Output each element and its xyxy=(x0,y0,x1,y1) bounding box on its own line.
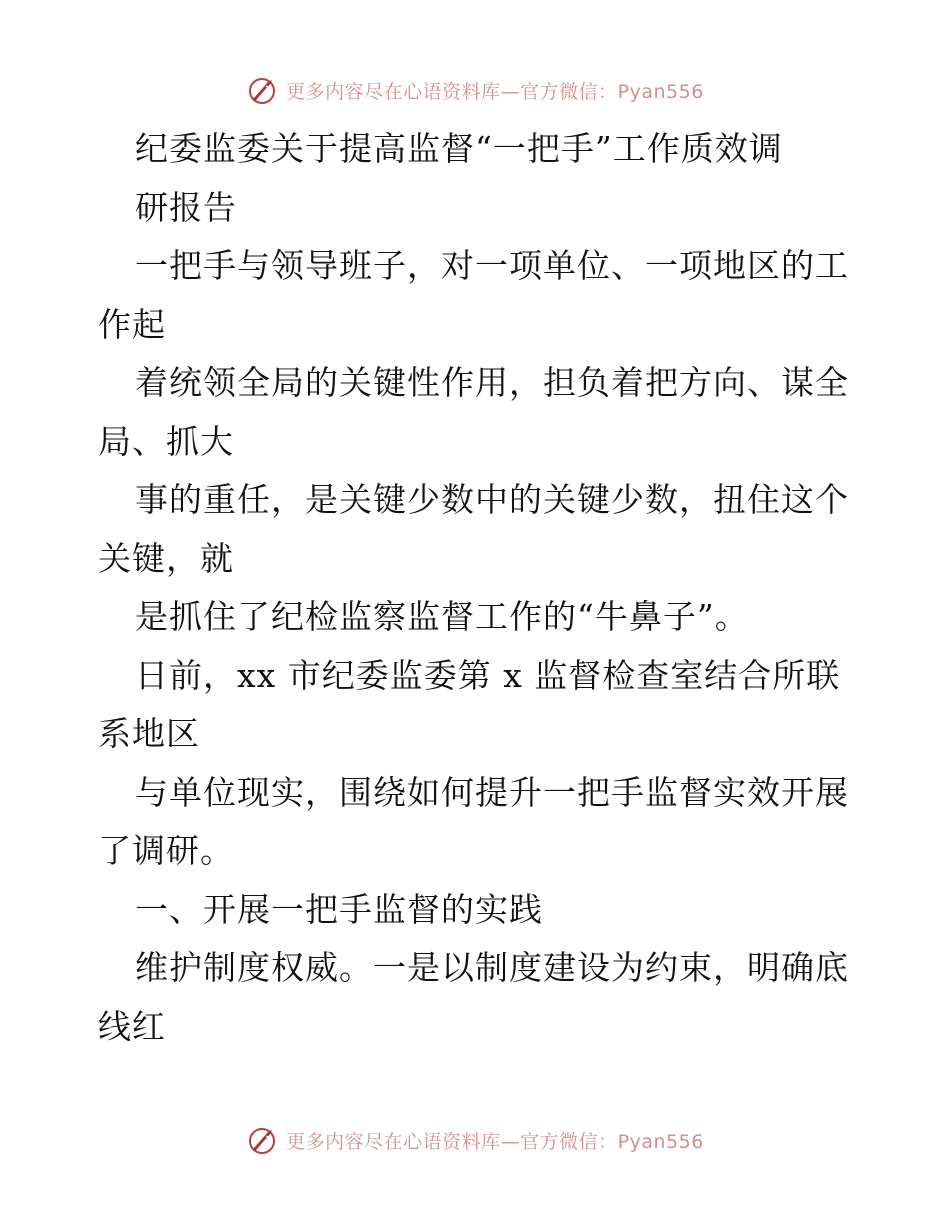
text-line: 着统领全局的关键性作用，担负着把方向、谋全 xyxy=(135,363,849,402)
document-body xyxy=(98,120,858,1056)
text-line: 一把手与领导班子，对一项单位、一项地区的工 xyxy=(135,246,849,285)
watermark-text: 更多内容尽在心语资料库—官方微信：Pyan556 xyxy=(286,1130,704,1153)
text-line: 纪委监委关于提高监督“一把手”工作质效调 xyxy=(135,129,783,168)
watermark-text: 更多内容尽在心语资料库—官方微信：Pyan556 xyxy=(286,80,704,103)
text-line: 事的重任，是关键少数中的关键少数，扭住这个 xyxy=(135,480,849,519)
text-line: 了调研。 xyxy=(98,831,234,870)
text-line: 作起 xyxy=(98,304,166,344)
quill-pen-logo-icon xyxy=(246,74,278,106)
text-line: 日前，xx 市纪委监委第 x 监督检查室结合所联 xyxy=(135,655,841,695)
text-line: 系地区 xyxy=(98,714,200,753)
text-line: 维护制度权威。一是以制度建设为约束，明确底 xyxy=(135,948,849,987)
text-line: 关键，就 xyxy=(98,538,234,578)
text-line: 线红 xyxy=(98,1006,166,1046)
text-line: 一、开展一把手监督的实践 xyxy=(135,889,543,929)
text-line: 研报告 xyxy=(135,187,237,227)
text-line: 局、抓大 xyxy=(98,421,234,461)
text-line: 与单位现实，围绕如何提升一把手监督实效开展 xyxy=(135,772,849,812)
text-line: 是抓住了纪检监察监督工作的“牛鼻子”。 xyxy=(135,597,749,636)
header-watermark xyxy=(0,70,950,110)
footer-watermark xyxy=(0,1120,950,1160)
quill-pen-logo-icon xyxy=(246,1124,278,1156)
